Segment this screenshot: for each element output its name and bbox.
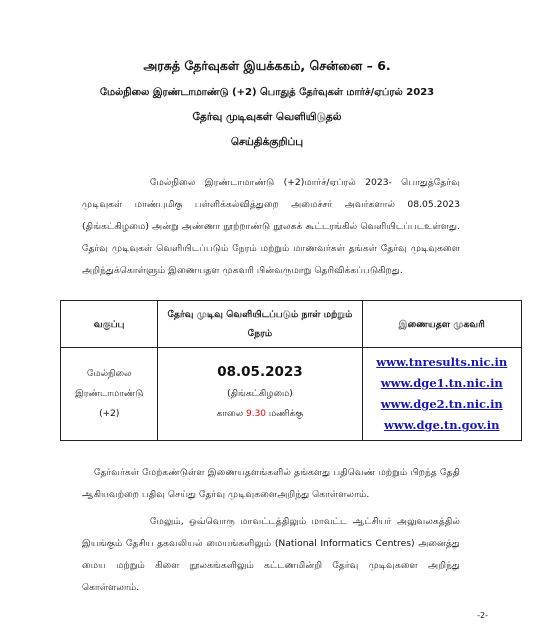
- intro-paragraph: மேல்நிலை இரண்டாமாண்டு (+2)மார்ச்/ஏப்ரல் 2023- பொதுத்தேர்வு முடிவுகள் மாண்புமிகு பள்ளிக்கல்வித்துறை அமைச்சர் அவர்களால் 08.05.2023 (திங்கட்கிழமை) அன்று அண்ணா நூற்றாண்டு நூலகக் கூட்டரங்கில் வெளியிடப்படஉள்ளது. தேர்வு முடிவுகள் வெளியிடப்படும் நேரம் மற்றும் மாணவர்கள் தங்கள் தேர்வு முடிவுகளை அறிந்துக்கொள்ளும் இணையதள முகவரி பின்வருமாறு தெரிவிக்கப்படுகிறது.: [82, 177, 460, 276]
- class-line: (+2): [99, 409, 120, 419]
- department-title: அரசுத் தேர்வுகள் இயக்ககம், சென்னை – 6.: [143, 58, 391, 73]
- table-header-row: [61, 301, 522, 348]
- class-line: இரண்டாமாண்டு: [75, 389, 144, 399]
- nic-centres-paragraph: மேலும், ஒவ்வொரு மாவட்டத்திலும் மாவட்ட ஆட்சியர் அலுவலகத்தில் இயங்கும் தேசிய தகவலியல் மையங்களிலும் (National Informatics Centres) அனைத்து மைய மற்றும் கிளை நூலகங்களிலும் கட்டணமின்றி தேர்வு முடிவுகளை அறிந்து கொள்ளலாம்.: [82, 516, 460, 593]
- header-website: இணையதள முகவரி: [362, 301, 522, 348]
- page-number: -2-: [477, 611, 488, 620]
- header-date-time: தேர்வு முடிவு வெளியிடப்படும் நாள் மற்றும் நேரம்: [158, 301, 362, 348]
- result-date: 08.05.2023: [217, 364, 303, 380]
- check-results-paragraph: தேர்வர்கள் மேற்கண்டுள்ள இணையதளங்களில் தங்களது பதிவெண் மற்றும் பிறந்த தேதி ஆகியவற்றை பதிவு செய்து தேர்வு முடிவுகளைஅறிந்து கொள்ளலாம்.: [82, 467, 460, 500]
- press-release-title: செய்திக்குறிப்பு: [230, 136, 304, 148]
- results-table: [60, 300, 522, 441]
- result-day: (திங்கட்கிழமை): [227, 389, 293, 399]
- date-cell: [158, 348, 362, 441]
- exam-title: மேல்நிலை இரண்டாமாண்டு (+2) பொதுத் தேர்வுகள் மார்ச்/ஏப்ரல் 2023: [99, 87, 435, 98]
- document-header: [0, 58, 534, 149]
- time-value: 9.30: [245, 409, 267, 419]
- links-cell: [362, 348, 522, 441]
- website-link-dge[interactable]: www.dge.tn.gov.in: [383, 418, 500, 432]
- header-class: வகுப்பு: [61, 301, 158, 348]
- website-link-dge2[interactable]: www.dge2.tn.nic.in: [380, 397, 503, 411]
- class-line: மேல்நிலை: [86, 369, 132, 379]
- time-prefix: காலை: [216, 409, 246, 419]
- subject-title: தேர்வு முடிவுகள் வெளியிடுதல்: [192, 111, 342, 123]
- table-row: [61, 348, 522, 441]
- class-cell: [61, 348, 158, 441]
- result-time: [159, 404, 360, 424]
- website-link-tnresults[interactable]: www.tnresults.nic.in: [376, 355, 508, 369]
- website-link-dge1[interactable]: www.dge1.tn.nic.in: [380, 376, 503, 390]
- time-suffix: மணிக்கு: [266, 409, 304, 419]
